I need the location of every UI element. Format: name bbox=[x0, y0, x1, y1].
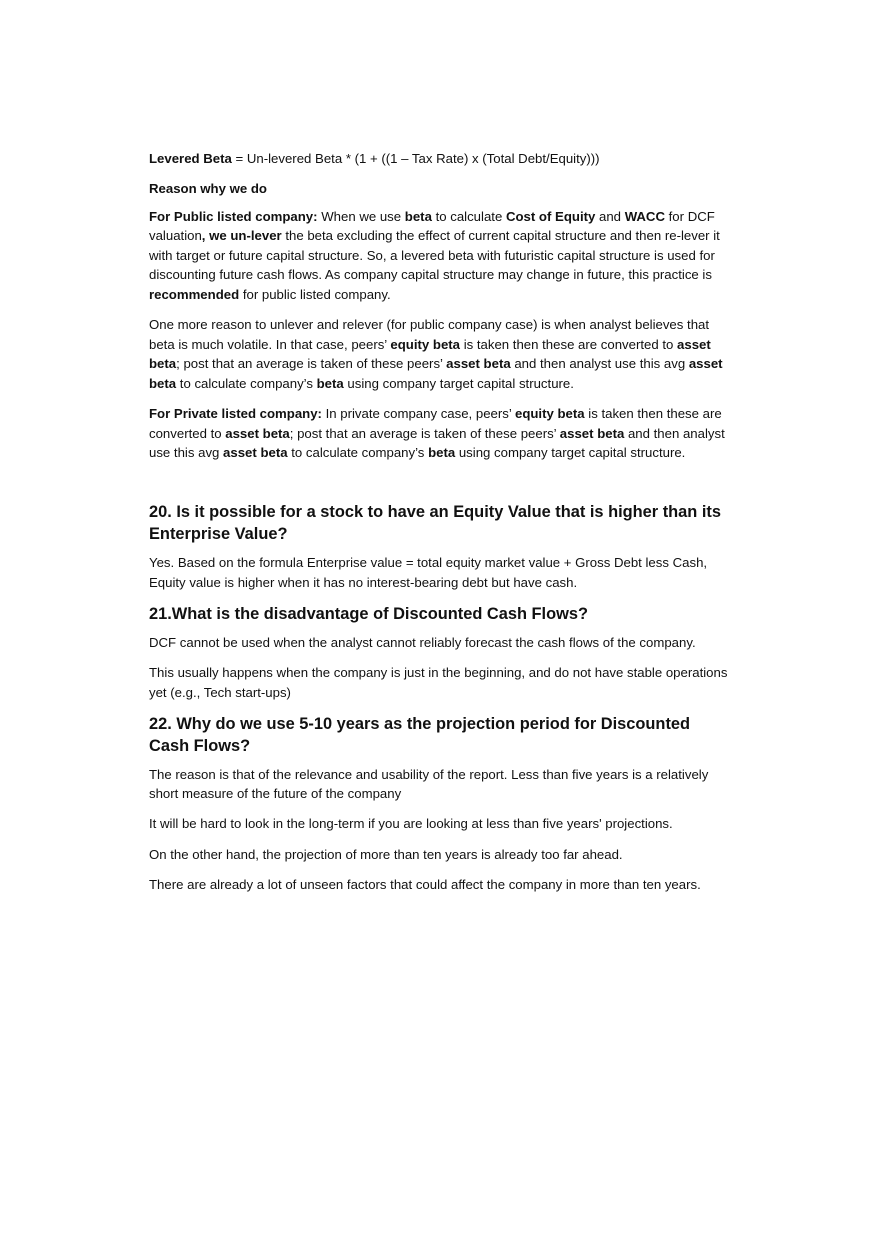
q20-answer: Yes. Based on the formula Enterprise value = total equity market value + Gross Debt less Cash, Equity value is higher when it has no interest-bearing debt but have cash. bbox=[149, 555, 708, 590]
q21-heading: 21.What is the disadvantage of Discounted Cash Flows? bbox=[149, 605, 588, 623]
q22-heading: 22. Why do we use 5-10 years as the projection period for Discounted Cash Flows? bbox=[149, 714, 691, 755]
q22-paragraph-2: It will be hard to look in the long-term if you are looking at less than five years' projections. bbox=[149, 816, 673, 832]
q22-paragraph-4: There are already a lot of unseen factors that could affect the company in more than ten years. bbox=[149, 876, 701, 892]
section-spacer bbox=[149, 473, 733, 501]
private-company-paragraph: For Private listed company: In private company case, peers’ equity beta is taken then these are converted to asset beta; post that an average is taken of these peers’ asset beta and then analyst use this avg asset beta to calculate company’s beta using company target capital structure. bbox=[149, 406, 725, 461]
volatile-beta-paragraph: One more reason to unlever and relever (for public company case) is when analyst believes that beta is much volatile. In that case, peers’ equity beta is taken then these are converted to asset beta; post that an average is taken of these peers’ asset beta and then analyst use this avg asset beta to calculate company’s beta using company target capital structure. bbox=[149, 317, 723, 391]
q22-paragraph-1: The reason is that of the relevance and usability of the report. Less than five years is a relatively short measure of the future of the company bbox=[149, 766, 709, 802]
document-page bbox=[149, 149, 733, 905]
q21-paragraph-1: DCF cannot be used when the analyst cannot reliably forecast the cash flows of the company. bbox=[149, 635, 696, 650]
public-company-paragraph: For Public listed company: When we use beta to calculate Cost of Equity and WACC for DCF valuation, we un-lever the beta excluding the effect of current capital structure and then re-lever it with target or future capital structure. So, a levered beta with futuristic capital structure is used for discounting future cash flows. As company capital structure may change in future, this practice is recommended for public listed company. bbox=[149, 208, 720, 303]
q21-paragraph-2: This usually happens when the company is just in the beginning, and do not have stable operations yet (e.g., Tech start-ups) bbox=[149, 665, 728, 700]
q22-paragraph-3: On the other hand, the projection of more than ten years is already too far ahead. bbox=[149, 846, 623, 862]
levered-beta-formula: Levered Beta = Un-levered Beta * (1 + ((1 – Tax Rate) x (Total Debt/Equity))) bbox=[149, 151, 600, 166]
reason-heading: Reason why we do bbox=[149, 181, 267, 197]
q20-heading: 20. Is it possible for a stock to have an Equity Value that is higher than its Enterprise Value? bbox=[149, 503, 721, 544]
